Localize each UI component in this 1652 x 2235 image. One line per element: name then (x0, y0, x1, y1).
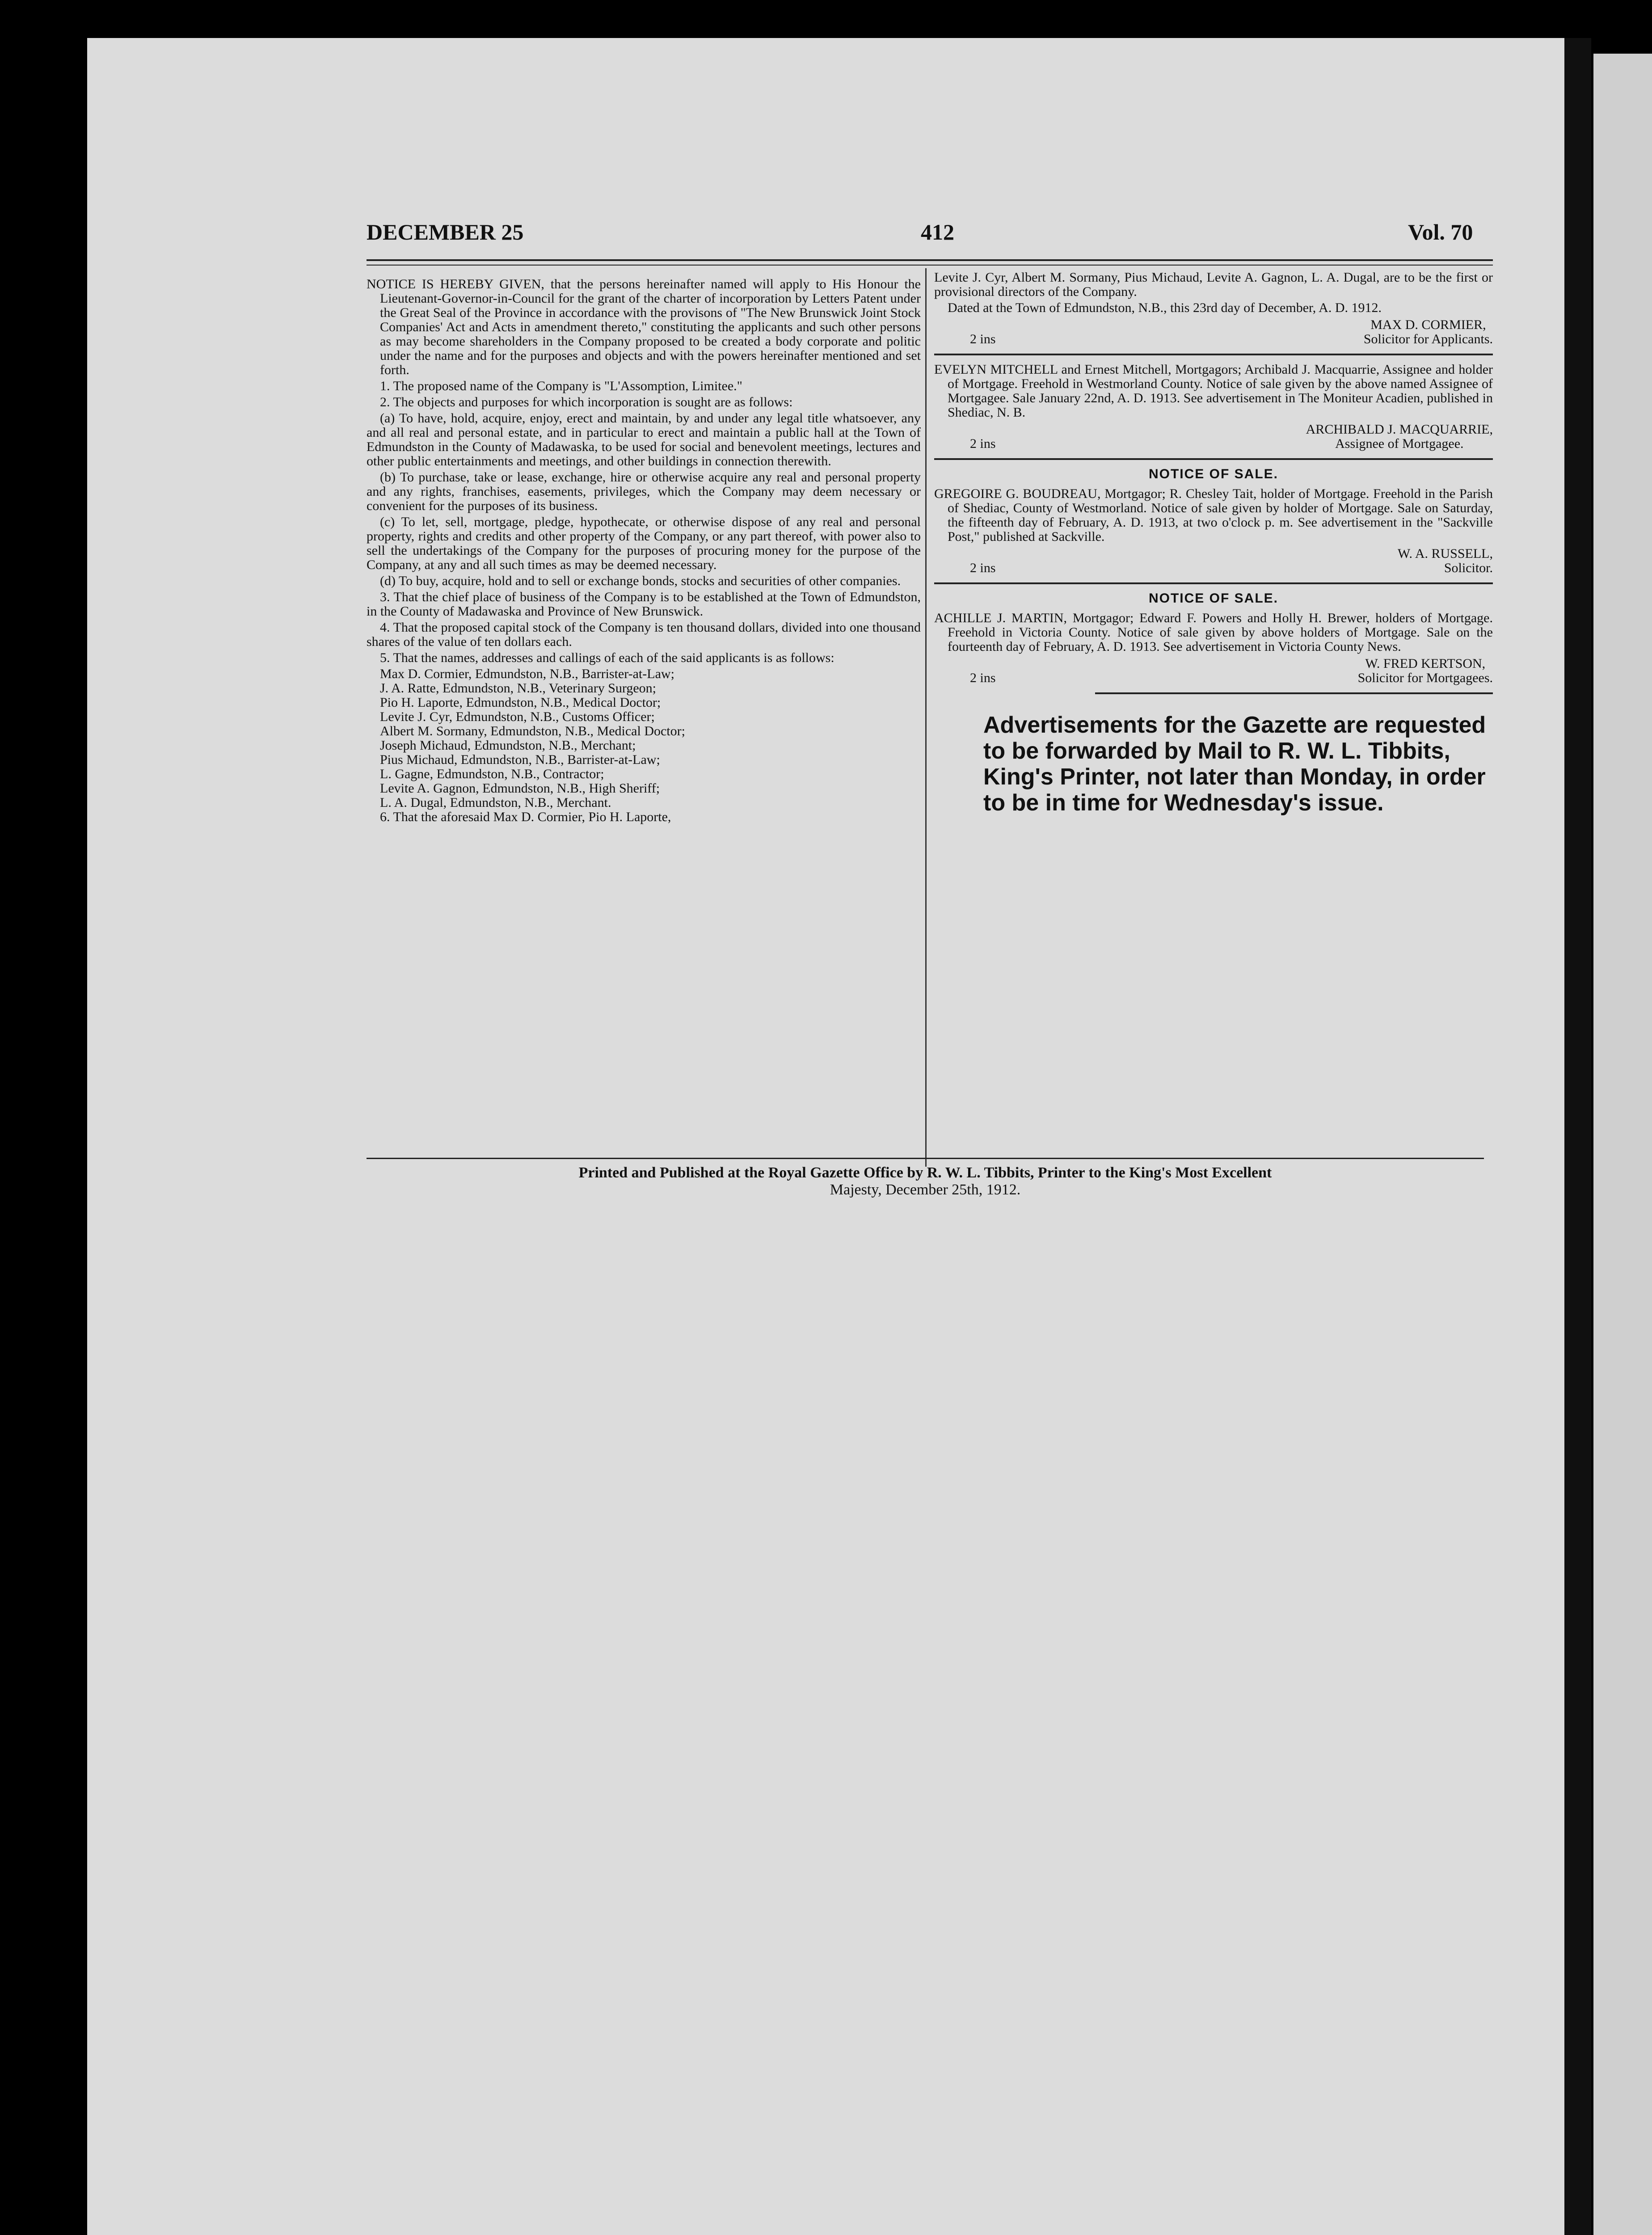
imprint-line-1: Printed and Published at the Royal Gazette Office by R. W. L. Tibbits, Printer to the King's Most Excellent (578, 1164, 1272, 1181)
section-rule (934, 354, 1493, 355)
item-2: 2. The objects and purposes for which incorporation is sought are as follows: (380, 395, 793, 409)
left-column (367, 277, 921, 826)
item-2a: (a) To have, hold, acquire, enjoy, erect and maintain, by and under any legal title whatsoever, any and all real and personal estate, and in particular to erect and maintain a public hall at the Town of Edmundston in the County of Madawaska, to be used for social and benevolent meetings, lectures and other public entertainments and meetings, and other buildings in connection therewith. (367, 411, 921, 468)
section-rule (934, 582, 1493, 584)
notice-of-sale-heading: NOTICE OF SALE. (1148, 591, 1278, 606)
item-6: 6. That the aforesaid Max D. Cormier, Pio H. Laporte, (380, 810, 671, 824)
signature-1 (1364, 318, 1493, 346)
adjacent-page-strip (1593, 54, 1652, 2235)
signer-title: Solicitor. (1444, 561, 1493, 575)
applicant: Pius Michaud, Edmundston, N.B., Barrister-at-Law; (380, 752, 660, 767)
applicant: L. A. Dugal, Edmundston, N.B., Merchant. (380, 795, 611, 810)
header-page-number: 412 (921, 219, 954, 245)
applicant: Albert M. Sormany, Edmundston, N.B., Medical Doctor; (380, 724, 685, 738)
item-2b: (b) To purchase, take or lease, exchange, hire or otherwise acquire any real and personal property and any rights, franchises, easements, privileges, which the Company may deem necessary or convenient for the purposes of its business. (367, 470, 921, 513)
insertion-count: 2 ins (970, 561, 996, 575)
mitchell-notice: EVELYN MITCHELL and Ernest Mitchell, Mortgagors; Archibald J. Macquarrie, Assignee and holder of Mortgage. Freehold in Westmorland County. Notice of sale given by the above named Assignee of Mortgagee. Sale January 22nd, A. D. 1913. See advertisement in The Moniteur Acadien, published in Shediac, N. B. (934, 362, 1493, 420)
signer-name: W. A. RUSSELL, (1397, 546, 1493, 561)
header-rule-top (367, 259, 1493, 261)
signer-name: W. FRED KERTSON, (1365, 656, 1486, 671)
footer-rule (367, 1158, 1484, 1159)
signature-block-1 (934, 318, 1493, 346)
signature-block-3 (934, 547, 1493, 575)
printer-imprint (367, 1164, 1484, 1198)
applicant: J. A. Ratte, Edmundston, N.B., Veterinary Surgeon; (380, 681, 657, 696)
header-rule-bottom (367, 265, 1493, 266)
item-2c: (c) To let, sell, mortgage, pledge, hypothecate, or otherwise dispose of any real and personal property, rights and credits and other property of the Company, or any part thereof, with power also to sell the undertakings of the Company for the purposes of procuring money for the purpose of the Company, at any and all such times as may be deemed necessary. (367, 514, 921, 572)
applicant: Max D. Cormier, Edmundston, N.B., Barrister-at-Law; (380, 666, 674, 681)
imprint-line-2: Majesty, December 25th, 1912. (830, 1181, 1021, 1198)
signer-title: Solicitor for Mortgagees. (1357, 670, 1493, 685)
applicants-list (367, 667, 921, 810)
section-rule (934, 458, 1493, 460)
notice-of-sale-heading: NOTICE OF SALE. (1148, 467, 1278, 481)
incorporation-notice-intro: NOTICE IS HEREBY GIVEN, that the persons hereinafter named will apply to His Honour the Lieutenant-Governor-in-Council for the grant of the charter of incorporation by Letters Patent under the Great Seal of the Province in accordance with the provisons of "The New Brunswick Joint Stock Companies' Act and Acts in amendment thereto," constituting the applicants and such other persons as may become shareholders in the Company proposed to be created a body corporate and politic under the name and for the purposes and objects and with the powers hereinafter mentioned and set forth. (367, 277, 921, 377)
insertion-count: 2 ins (970, 332, 996, 346)
section-rule (1095, 692, 1493, 694)
gazette-advertisement-notice: Advertisements for the Gazette are requested to be forwarded by Mail to R. W. L. Tibbits, King's Printer, not later than Monday, in order to be in time for Wednesday's issue. (983, 712, 1486, 816)
insertion-count: 2 ins (970, 436, 996, 451)
signature-block-2 (934, 422, 1493, 451)
signature-3 (1398, 547, 1493, 575)
applicant: Levite J. Cyr, Edmundston, N.B., Customs Officer; (380, 709, 655, 724)
signer-name: ARCHIBALD J. MACQUARRIE, (1306, 422, 1493, 437)
applicant: Pio H. Laporte, Edmundston, N.B., Medical Doctor; (380, 695, 661, 710)
header-date: DECEMBER 25 (367, 219, 524, 245)
item-5: 5. That the names, addresses and callings of each of the said applicants is as follows: (380, 650, 834, 665)
signature-4 (1358, 657, 1493, 685)
applicant: L. Gagne, Edmundston, N.B., Contractor; (380, 767, 604, 781)
signer-title: Assignee of Mortgagee. (1335, 436, 1464, 451)
item-2d: (d) To buy, acquire, hold and to sell or exchange bonds, stocks and securities of other companies. (380, 574, 901, 588)
signer-title: Solicitor for Applicants. (1363, 332, 1493, 346)
item-3: 3. That the chief place of business of the Company is to be established at the Town of Edmundston, in the County of Madawaska and Province of New Brunswick. (367, 590, 921, 619)
directors-continuation: Levite J. Cyr, Albert M. Sormany, Pius Michaud, Levite A. Gagnon, L. A. Dugal, are to be the first or provisional directors of the Company. (934, 270, 1493, 299)
dated-line: Dated at the Town of Edmundston, N.B., this 23rd day of December, A. D. 1912. (948, 300, 1382, 315)
column-divider (925, 268, 927, 1167)
right-column (934, 270, 1493, 816)
signer-name: MAX D. CORMIER, (1370, 317, 1486, 332)
page-edge-shadow (1564, 38, 1591, 2235)
signature-2 (1306, 422, 1493, 451)
applicant: Joseph Michaud, Edmundston, N.B., Merchant; (380, 738, 636, 753)
boudreau-notice: GREGOIRE G. BOUDREAU, Mortgagor; R. Chesley Tait, holder of Mortgage. Freehold in the Parish of Shediac, County of Westmorland. Notice of sale given by holder of Mortgage. Sale on Saturday, the fifteenth day of February, A. D. 1913, at two o'clock p. m. See advertisement in the "Sackville Post," published at Sackville. (934, 486, 1493, 544)
martin-notice: ACHILLE J. MARTIN, Mortgagor; Edward F. Powers and Holly H. Brewer, holders of Mortgage. Freehold in Victoria County. Notice of sale given by above holders of Mortgage. Sale on the fourteenth day of February, A. D. 1913. See advertisement in Victoria County News. (934, 611, 1493, 654)
header-volume: Vol. 70 (1408, 219, 1473, 245)
applicant: Levite A. Gagnon, Edmundston, N.B., High Sheriff; (380, 781, 660, 796)
item-1: 1. The proposed name of the Company is "L'Assomption, Limitee." (380, 379, 742, 393)
insertion-count: 2 ins (970, 670, 996, 685)
signature-block-4 (934, 657, 1493, 685)
item-4: 4. That the proposed capital stock of the Company is ten thousand dollars, divided into one thousand shares of the value of ten dollars each. (367, 620, 921, 649)
